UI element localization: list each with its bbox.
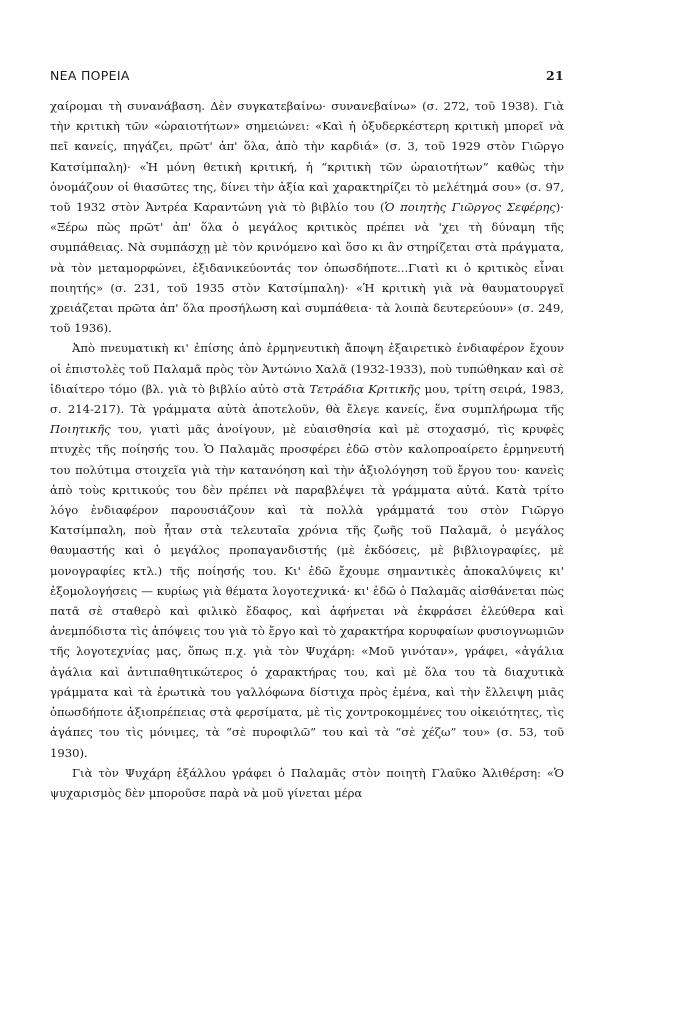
text-segment: χαίρομαι τὴ συνανάβαση. Δὲν συγκατεβαίνω· συνανεβαίνω» (σ. 272, τοῦ 1938). Γιὰ τὴν κριτικὴ τῶν «ὡραιοτήτων» σημειώνει: «Καὶ ἡ ὀξυδερκέστερη κριτικὴ μπορεῖ νὰ πεῖ κανείς, πηγάζει, πρῶτ' ἀπ' ὅλα, ἀπὸ τὴν καρδιά» (σ. 3, τοῦ 1929 στὸν Γιῶργο Κατσίμπαλη)· «Ἡ μόνη θετικὴ κριτική, ἡ “κριτικὴ τῶν ὡραιοτήτων” καθὼς τὴν ὀνομάζουν οἱ θιασῶτες της, δίνει τὴν ἀξία καὶ χαρακτηρίζει τὸ μελέτημά σου» (σ. 97, τοῦ 1932 στὸν Ἀντρέα Καραντώνη γιὰ τὸ βιβλίο του ( <box>50 99 564 215</box>
page-number: 21 <box>546 68 564 83</box>
text-segment: Γιὰ τὸν Ψυχάρη ἐξάλλου γράφει ὁ Παλαμᾶς στὸν ποιητὴ Γλαῦκο Ἀλιθέρση: «Ὁ ψυχαρισμὸς δὲν μποροῦσε παρὰ νὰ μοῦ γίνεται μέρα <box>50 765 564 800</box>
paragraph-2 <box>50 338 564 762</box>
body-text <box>50 96 564 803</box>
paragraph-3 <box>50 763 564 803</box>
text-segment: Ἀπὸ πνευματικὴ κι' ἐπίσης ἀπὸ ἑρμηνευτικὴ ἄποψη ἐξαιρετικὸ ἐνδιαφέρον ἔχουν οἱ ἐπιστολὲς τοῦ Παλαμᾶ πρὸς τὸν Ἀντώνιο Χαλᾶ (1932-1933), ποὺ τυπώθηκαν καὶ σὲ ἰδιαίτερο τόμο (βλ. γιὰ τὸ βιβλίο αὐτὸ στὰ <box>50 341 564 396</box>
book-title-italic: Τετράδια Κριτικῆς <box>309 381 421 396</box>
text-segment: )· «Ξέρω πὼς πρῶτ' ἀπ' ὅλα ὁ μεγάλος κριτικὸς πρέπει νὰ 'χει τὴ δύναμη τῆς συμπάθειας. Νὰ συμπάσχῃ μὲ τὸν κρινόμενο καὶ ὅσο κι ἂν στηρίζεται στὰ πράγματα, νὰ τὸν μεταμορφώνει, ἐξιδανικεύοντάς τον ὁπωσδήποτε...Γιατὶ κι ὁ κριτικὸς εἶναι ποιητής» (σ. 231, τοῦ 1935 στὸν Κατσίμπαλη)· «Ἡ κριτικὴ γιὰ νὰ θαυματουργεῖ χρειάζεται πρῶτα ἀπ' ὅλα προσήλωση καὶ συμπάθεια· τὰ λοιπὰ δευτερεύουν» (σ. 249, τοῦ 1936). <box>50 200 564 336</box>
paragraph-1 <box>50 96 564 338</box>
text-segment: του, γιατὶ μᾶς ἀνοίγουν, μὲ εὐαισθησία καὶ μὲ στοχασμό, τὶς κρυφὲς πτυχὲς τῆς ποίησής του. Ὁ Παλαμᾶς προσφέρει ἐδῶ στὸν καλοπροαίρετο ἑρμηνευτή του πολύτιμα στοιχεῖα γιὰ τὴν κατανόηση καὶ τὴν ἀξιολόγηση τοῦ ἔργου του· κανεὶς ἀπὸ τοὺς κριτικούς του δὲν πρέπει νὰ παραβλέψει τὰ γράμματα αὐτά. Κατὰ τρίτο λόγο ἐνδιαφέρον παρουσιάζουν καὶ τὰ πολλὰ γράμματά του στὸν Γιῶργο Κατσίμπαλη, ποὺ ἦταν στὰ τελευταῖα χρόνια τῆς ζωῆς τοῦ Παλαμᾶ, ὁ μεγάλος θαυμαστής καὶ ὁ μεγάλος προπαγανδιστής (μὲ ἐκδόσεις, μὲ βιβλιογραφίες, μὲ μονογραφίες κτλ.) τῆς ποίησής του. Κι' ἐδῶ ἔχουμε σημαντικὲς ἀποκαλύψεις κι' ἐξομολογήσεις — κυρίως γιὰ θέματα λογοτεχνικά· κι' ἐδῶ ὁ Παλαμᾶς αἰσθάνεται πὼς πατᾶ σὲ σταθερὸ καὶ φιλικὸ ἔδαφος, καὶ ἀφήνεται νὰ ἐκφράσει ἐλεύθερα καὶ ἀνεμπόδιστα τὶς ἀπόψεις του γιὰ τὸ ἔργο καὶ τὸ χαρακτήρα κορυφαίων φυσιογνωμιῶν τῆς λογοτεχνίας μας, ὅπως π.χ. γιὰ τὸν Ψυχάρη: «Μοῦ γινόταν», γράφει, «ἀγάλια ἀγάλια καὶ ἀντιπαθητικώτερος ὁ χαρακτήρας του, καὶ μὲ ὅλα του τὰ διαχυτικὰ γράμματα καὶ τὰ ἐρωτικὰ του γαλλόφωνα δίστιχα πρὸς ἐμένα, καὶ τὴν ἔλλειψη μιᾶς ὁπωσδήποτε ἀξιοπρέπειας στὰ φερσίματα, μὲ τὶς χοντροκομμένες του οἰκειότητες, τὶς ἀγάπες του τὶς μόνιμες, τὰ “σὲ πυροφιλῶ” του καὶ τὰ “σὲ χέζω” του» (σ. 53, τοῦ 1930). <box>50 422 564 760</box>
book-title-italic: Ποιητικῆς <box>50 422 111 437</box>
journal-title: ΝΕΑ ΠΟΡΕΙΑ <box>50 68 130 83</box>
book-title-italic: Ὁ ποιητὴς Γιῶργος Σεφέρης <box>384 200 556 215</box>
page <box>50 68 564 803</box>
text-segment: μου, τρίτη σειρά, 1983, σ. 214-217). Τὰ γράμματα αὐτὰ ἀποτελοῦν, θὰ ἔλεγε κανείς, ἕνα συμπλήρωμα τῆς <box>50 381 564 417</box>
running-head <box>50 68 564 83</box>
